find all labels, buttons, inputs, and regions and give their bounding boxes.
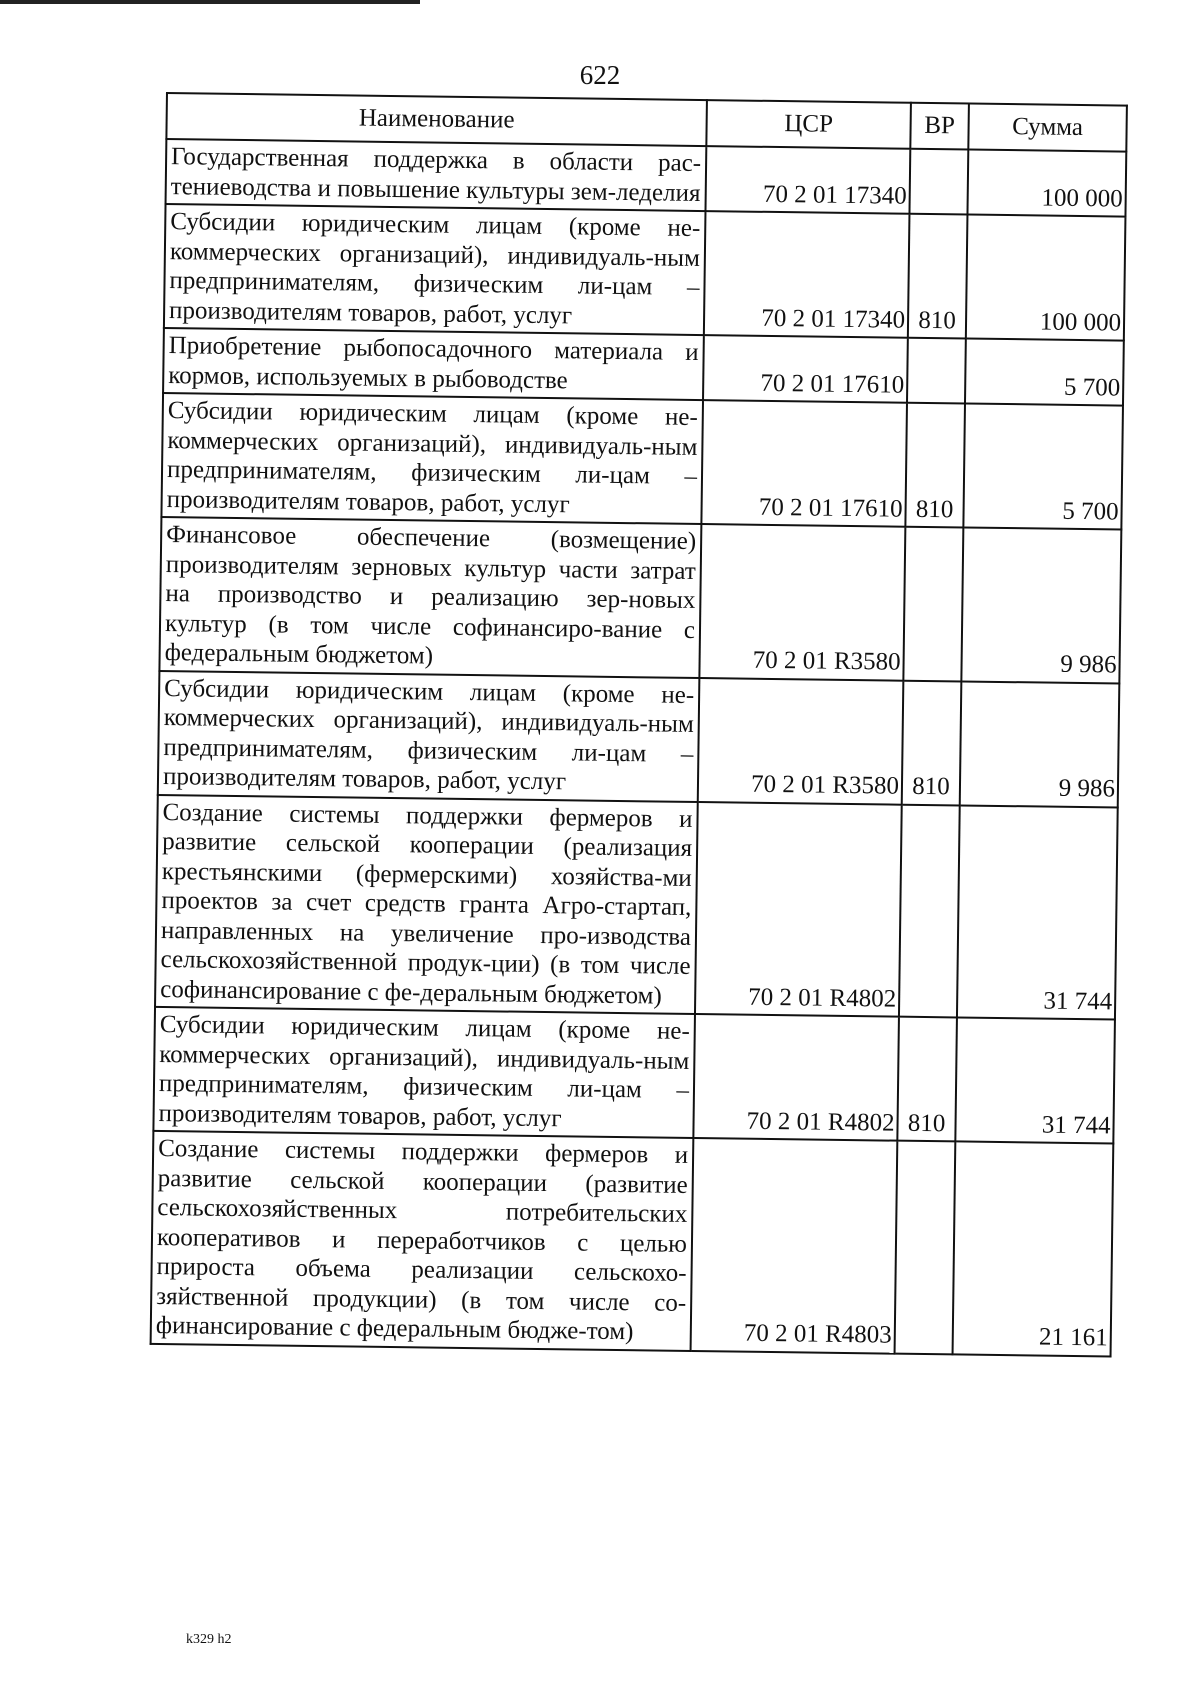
row-sum-cell: 5 700 <box>963 403 1123 529</box>
row-sum-cell: 100 000 <box>967 150 1126 217</box>
row-name-cell: Государственная поддержка в области рас-тениеводства и повышение культуры зем-леделия <box>166 139 707 211</box>
table-row <box>158 670 1120 807</box>
row-vr-cell <box>907 338 966 404</box>
row-name-cell: Приобретение рыбопосадочного материала и кормов, используемых в рыбоводстве <box>163 328 704 400</box>
row-sum-cell: 31 744 <box>957 805 1118 1020</box>
row-csr-cell: 70 2 01 17610 <box>703 335 908 403</box>
row-vr-cell: 810 <box>908 214 968 339</box>
row-vr-cell <box>895 1141 956 1354</box>
row-csr-cell: 70 2 01 17610 <box>701 400 907 527</box>
table-row <box>151 1131 1114 1356</box>
row-sum-cell: 100 000 <box>966 215 1126 341</box>
budget-table-container <box>150 92 1126 1357</box>
row-vr-cell: 810 <box>897 1017 957 1142</box>
footer-code: k329 h2 <box>186 1632 232 1647</box>
row-sum-cell: 9 986 <box>960 681 1120 807</box>
row-name-cell: Субсидии юридическим лицам (кроме не-коммерческих организаций), индивидуаль-ным предпринимателям, физическим ли-цам – производителям товаров, работ, услуг <box>153 1007 695 1138</box>
row-sum-cell: 5 700 <box>965 338 1124 405</box>
row-name-cell: Создание системы поддержки фермеров и развитие сельской кооперации (развитие сельскохозяйственных потребительских кооперативов и переработчиков с целью прироста объема реализации сельскохо-зяйственной продукции) (в том числе со-финансирование с федеральным бюдже-том) <box>151 1131 694 1351</box>
row-csr-cell: 70 2 01 R3580 <box>699 524 905 680</box>
row-vr-cell: 810 <box>905 403 965 528</box>
row-name-cell: Финансовое обеспечение (возмещение) производителям зерновых культур части затрат на производство и реализацию зер-новых культур (в том числе софинансиро-вание с федеральным бюджетом) <box>159 517 701 678</box>
row-name-cell: Субсидии юридическим лицам (кроме не-коммерческих организаций), индивидуаль-ным предпринимателям, физическим ли-цам – производителям товаров, работ, услуг <box>161 393 703 524</box>
row-sum-cell: 31 744 <box>955 1017 1115 1143</box>
row-name-cell: Создание системы поддержки фермеров и развитие сельской кооперации (реализация крестьянскими (фермерскими) хозяйства-ми проектов за счет средств гранта Агро-стартап, направленных на увеличение про-изводства сельскохозяйственной продук-ции) (в том числе софинансирование с фе-деральным бюджетом) <box>155 794 698 1014</box>
table-row <box>153 1007 1115 1144</box>
row-vr-cell <box>899 804 960 1017</box>
row-csr-cell: 70 2 01 R3580 <box>698 678 904 805</box>
table-row <box>155 794 1118 1019</box>
page-number: 622 <box>579 60 621 90</box>
row-name-cell: Субсидии юридическим лицам (кроме не-коммерческих организаций), индивидуаль-ным предпринимателям, физическим ли-цам – производителям товаров, работ, услуг <box>158 670 700 801</box>
row-csr-cell: 70 2 01 R4802 <box>695 802 902 1017</box>
row-csr-cell: 70 2 01 R4802 <box>693 1014 899 1141</box>
header-name: Наименование <box>166 93 707 146</box>
scan-edge-mark <box>0 0 420 4</box>
header-csr: ЦСР <box>706 100 911 149</box>
table-row <box>159 517 1121 683</box>
header-sum: Сумма <box>968 104 1127 152</box>
table-row <box>161 393 1123 530</box>
row-vr-cell <box>909 149 968 215</box>
row-vr-cell: 810 <box>902 680 962 805</box>
row-vr-cell <box>903 527 963 681</box>
header-vr: ВР <box>910 103 969 150</box>
table-row <box>164 204 1126 341</box>
row-sum-cell: 9 986 <box>961 527 1121 683</box>
row-csr-cell: 70 2 01 17340 <box>704 211 910 338</box>
row-name-cell: Субсидии юридическим лицам (кроме не-коммерческих организаций), индивидуаль-ным предпринимателям, физическим ли-цам – производителям товаров, работ, услуг <box>164 204 706 335</box>
row-csr-cell: 70 2 01 17340 <box>705 146 910 214</box>
row-csr-cell: 70 2 01 R4803 <box>691 1138 898 1353</box>
row-sum-cell: 21 161 <box>953 1141 1114 1356</box>
budget-table <box>150 92 1128 1357</box>
